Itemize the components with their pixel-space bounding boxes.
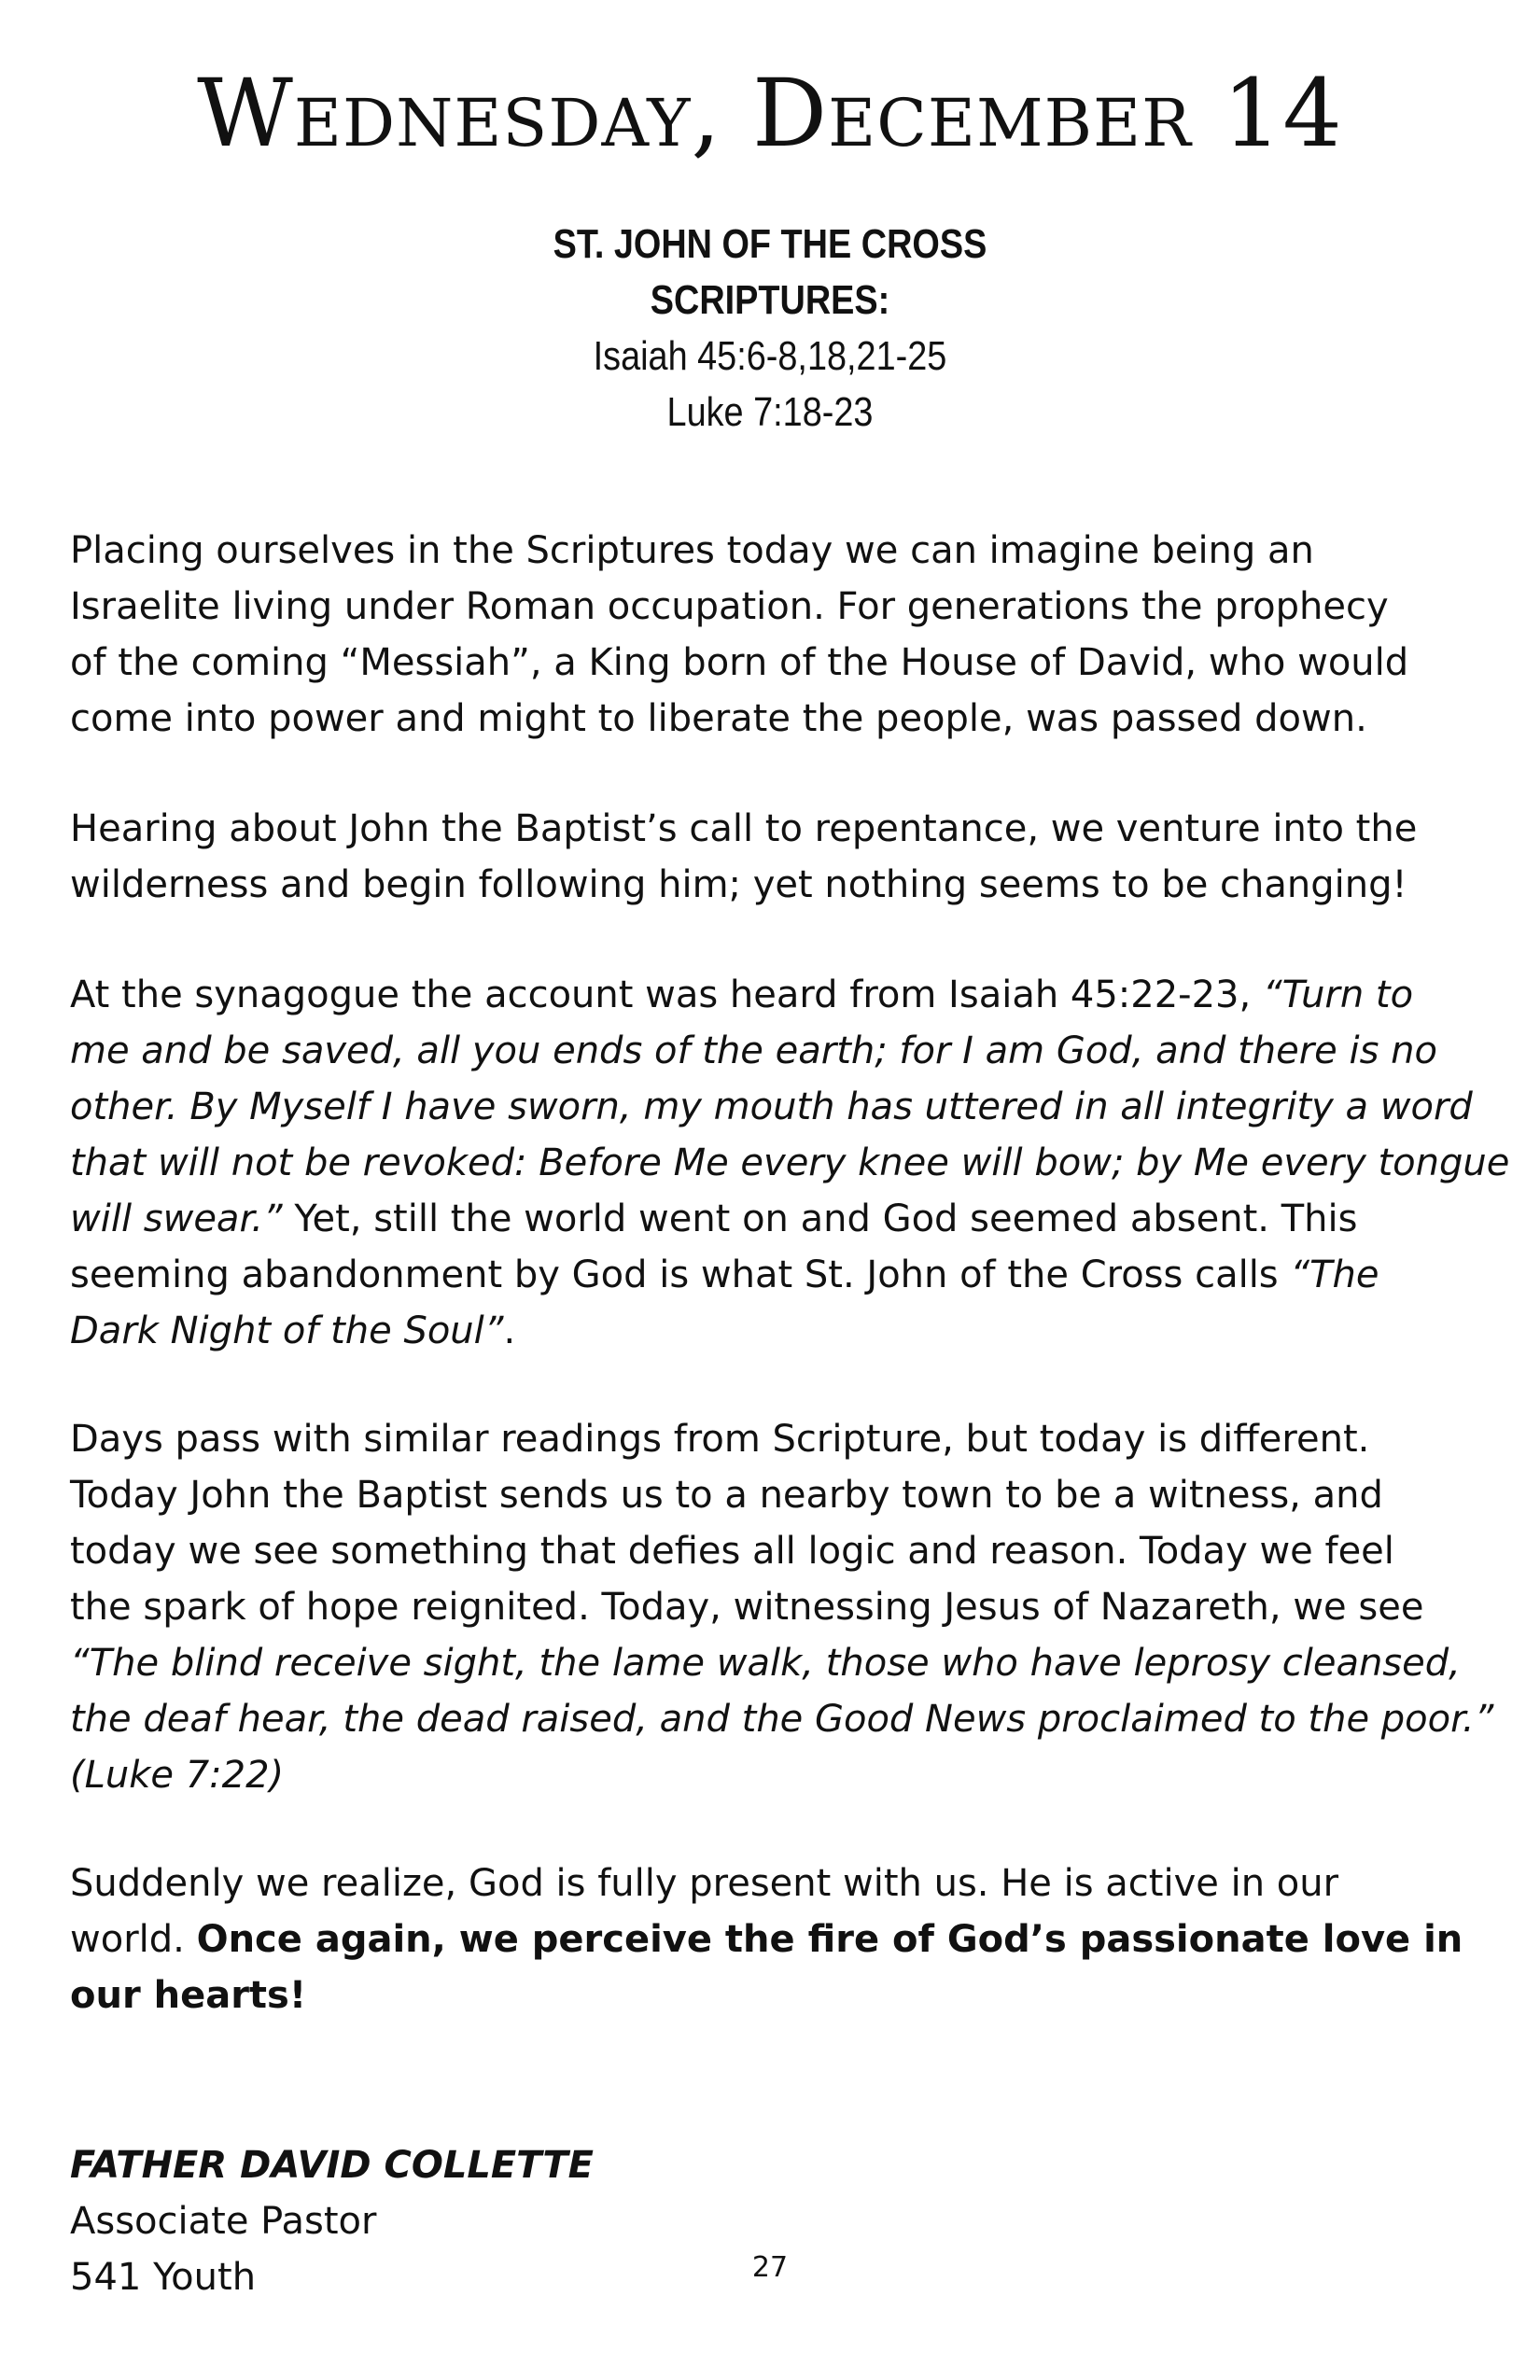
paragraph-2 bbox=[70, 801, 1470, 913]
scripture-quote: will swear.” bbox=[70, 1197, 283, 1240]
text-line: Placing ourselves in the Scriptures today we can imagine being an bbox=[70, 529, 1314, 572]
scriptures-label: SCRIPTURES: bbox=[650, 277, 890, 323]
reading-reference: Isaiah 45:6-8,18,21-25 bbox=[593, 333, 947, 379]
reading-header bbox=[108, 217, 1433, 441]
paragraph-5 bbox=[70, 1855, 1470, 2023]
text-line: wilderness and begin following him; yet nothing seems to be changing! bbox=[70, 863, 1407, 906]
emphasis-text: Once again, we perceive the fire of God’s passionate love in bbox=[196, 1918, 1463, 1961]
author-name: FATHER DAVID COLLETTE bbox=[70, 2144, 594, 2187]
text-line: Days pass with similar readings from Scripture, but today is different. bbox=[70, 1418, 1370, 1461]
paragraph-4 bbox=[70, 1411, 1494, 1803]
scripture-quote: that will not be revoked: Before Me every knee will bow; by Me every tongue bbox=[70, 1141, 1510, 1184]
text-line: seeming abandonment by God is what St. John of the Cross calls “The bbox=[70, 1253, 1379, 1296]
quoted-phrase: Dark Night of the Soul” bbox=[70, 1309, 504, 1352]
signature-block bbox=[70, 2137, 594, 2305]
page-number: 27 bbox=[751, 2251, 789, 2284]
text-line: the spark of hope reignited. Today, witnessing Jesus of Nazareth, we see bbox=[70, 1586, 1424, 1629]
paragraph-3 bbox=[70, 967, 1510, 1359]
scripture-citation: (Luke 7:22) bbox=[70, 1754, 285, 1797]
text-line: of the coming “Messiah”, a King born of the House of David, who would bbox=[70, 641, 1409, 684]
scripture-quote: other. By Myself I have sworn, my mouth has uttered in all integrity a word bbox=[70, 1085, 1473, 1128]
author-role: Associate Pastor bbox=[70, 2200, 377, 2243]
text-line: At the synagogue the account was heard from Isaiah 45:22-23, “Turn to bbox=[70, 973, 1414, 1016]
text-line: will swear.” Yet, still the world went on and God seemed absent. This bbox=[70, 1197, 1358, 1240]
text-line: come into power and might to liberate the people, was passed down. bbox=[70, 697, 1367, 740]
scripture-quote: the deaf hear, the dead raised, and the Good News proclaimed to the poor.” bbox=[70, 1698, 1494, 1741]
text-line: Hearing about John the Baptist’s call to repentance, we venture into the bbox=[70, 807, 1418, 850]
author-ministry: 541 Youth bbox=[70, 2256, 257, 2299]
saint-name: ST. JOHN OF THE CROSS bbox=[553, 221, 987, 267]
scripture-quote: “The blind receive sight, the lame walk, those who have leprosy cleansed, bbox=[70, 1642, 1461, 1685]
text-line: Dark Night of the Soul”. bbox=[70, 1309, 516, 1352]
text-line: Suddenly we realize, God is fully present with us. He is active in our bbox=[70, 1862, 1339, 1905]
page-title: Wednesday, December 14 bbox=[197, 59, 1343, 168]
paragraph-1 bbox=[70, 523, 1470, 747]
text-line: today we see something that defies all logic and reason. Today we feel bbox=[70, 1530, 1394, 1573]
scripture-quote: me and be saved, all you ends of the earth; for I am God, and there is no bbox=[70, 1029, 1437, 1072]
quoted-phrase: “The bbox=[1290, 1253, 1379, 1296]
reading-reference: Luke 7:18-23 bbox=[666, 389, 874, 435]
text-line: Today John the Baptist sends us to a nearby town to be a witness, and bbox=[70, 1474, 1383, 1517]
text-line: world. Once again, we perceive the fire of God’s passionate love in bbox=[70, 1918, 1463, 1961]
scripture-quote: “Turn to bbox=[1262, 973, 1414, 1016]
emphasis-text: our hearts! bbox=[70, 1974, 307, 2017]
text-line: Israelite living under Roman occupation. For generations the prophecy bbox=[70, 585, 1389, 628]
